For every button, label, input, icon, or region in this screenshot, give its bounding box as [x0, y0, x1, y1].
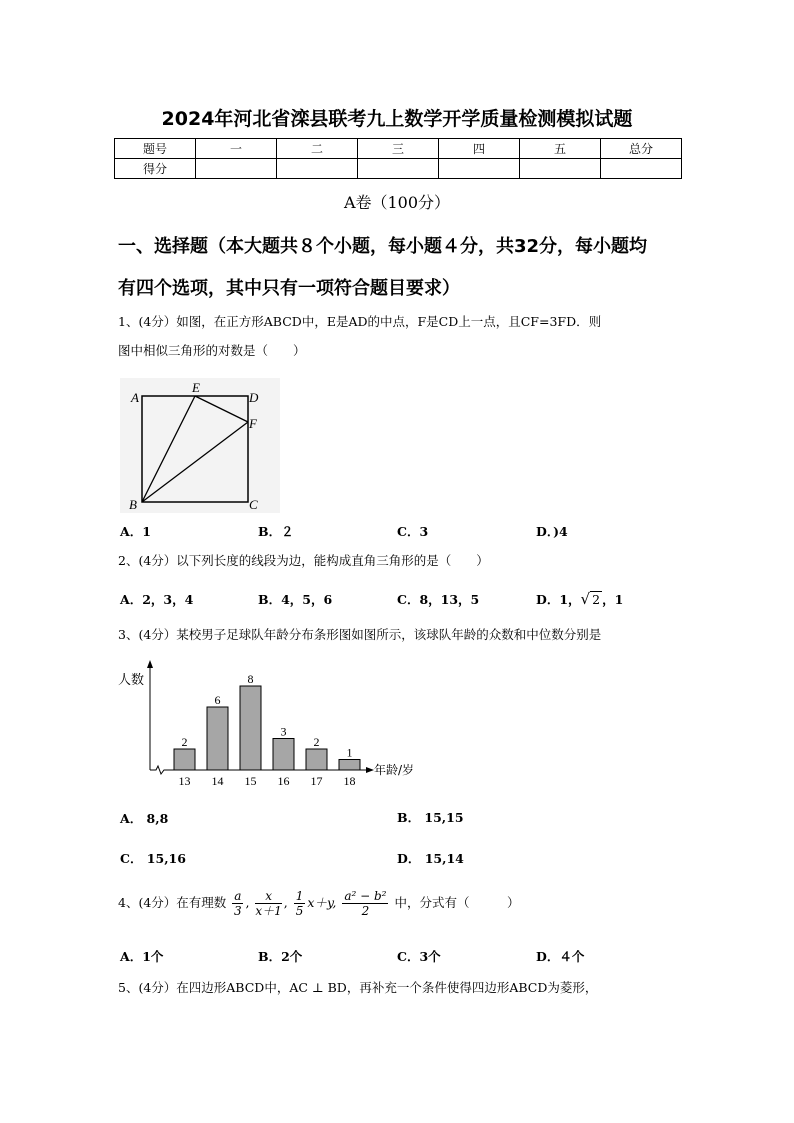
label-b: B [129, 497, 137, 512]
score-table-header-row [115, 139, 682, 159]
table-cell: 题号 [115, 139, 196, 159]
tick-label-13: 13 [178, 774, 191, 788]
q1-option-a[interactable]: A．1 [120, 524, 151, 539]
table-cell: 三 [358, 139, 439, 159]
data-label-17: 2 [313, 735, 320, 749]
q4-suffix: 中，分式有（ ） [394, 895, 520, 910]
q1-text-line1: 1、(4分）如图，在正方形ABCD中，E是AD的中点，F是CD上一点，且CF=3FD．则 [118, 314, 602, 329]
fraction-denominator: 5 [295, 904, 304, 918]
fraction-a-over-3 [232, 889, 243, 918]
score-table [114, 138, 682, 179]
q2-text: 2、(4分）以下列长度的线段为边，能构成直角三角形的是（ ） [118, 553, 489, 568]
data-label-15: 8 [247, 672, 254, 686]
bar-16 [273, 739, 294, 771]
bar-17 [306, 749, 327, 770]
fraction-denominator: 2 [361, 904, 370, 918]
tick-label-17: 17 [310, 774, 323, 788]
table-cell: 四 [439, 139, 520, 159]
q3-option-c[interactable]: C． 15,16 [120, 851, 186, 866]
q3-option-b[interactable]: B． 15,15 [397, 810, 464, 825]
q1-option-b[interactable]: B．２ [258, 524, 294, 539]
table-cell [439, 159, 520, 179]
q4-option-b[interactable]: B．2个 [258, 949, 303, 964]
score-table-score-row [115, 159, 682, 179]
q2-option-d-tail: ，1 [602, 592, 624, 607]
q5-text: 5、(4分）在四边形ABCD中，AC ⊥ BD，再补充一个条件使得四边形ABCD为菱形， [118, 980, 598, 995]
data-label-18: 1 [346, 745, 353, 760]
q2-option-b[interactable]: B．4，5，6 [258, 592, 333, 607]
q1-figure [120, 378, 280, 513]
label-e: E [192, 380, 200, 395]
fraction-denominator: x＋1 [255, 904, 282, 918]
x-axis-arrow-icon [366, 767, 374, 773]
table-cell [520, 159, 601, 179]
q3-option-d[interactable]: D． 15,14 [397, 851, 464, 866]
sqrt-icon: √ [580, 590, 591, 608]
y-axis-label: 人数 [118, 673, 145, 688]
data-label-14: 6 [214, 693, 221, 707]
tick-label-15: 15 [244, 774, 257, 788]
bar-13 [174, 749, 195, 770]
q4-option-a[interactable]: A．1个 [120, 949, 164, 964]
q1-text-line2: 图中相似三角形的对数是（ ） [118, 343, 306, 358]
label-c: C [249, 497, 258, 512]
table-cell [601, 159, 682, 179]
fraction-x-over-x-plus-1 [255, 889, 281, 918]
q3-text: 3、(4分）某校男子足球队年龄分布条形图如图所示，该球队年龄的众数和中位数分别是 [118, 627, 602, 642]
label-d: D [249, 390, 259, 405]
fraction-denominator: 3 [234, 904, 242, 918]
fraction-numerator: 1 [295, 889, 304, 903]
fraction-numerator: a [234, 889, 242, 903]
bar-chart-svg [118, 658, 428, 788]
square-figure-svg [120, 378, 280, 513]
x-axis-label: 年龄/岁 [374, 763, 415, 777]
table-cell: 一 [196, 139, 277, 159]
q4-option-c[interactable]: C．3个 [397, 949, 441, 964]
q2-option-d-label: D．1， [536, 592, 581, 607]
q2-option-a[interactable]: A．2，3，4 [120, 592, 194, 607]
fraction-numerator: x [255, 889, 281, 904]
label-f: F [249, 416, 257, 431]
table-cell [196, 159, 277, 179]
table-cell: 得分 [115, 159, 196, 179]
bar-18 [339, 760, 360, 771]
fraction-1-over-5 [294, 889, 306, 918]
sqrt-radicand: 2 [592, 592, 601, 607]
part1-heading-line2: 有四个选项，其中只有一项符合题目要求） [118, 278, 460, 299]
q1-option-d[interactable]: D．)4 [536, 524, 568, 539]
tick-label-14: 14 [211, 774, 224, 788]
part1-heading-line1: 一、选择题（本大题共８个小题，每小题４分，共32分，每小题均 [118, 236, 648, 257]
tick-label-16: 16 [277, 774, 290, 788]
table-cell [358, 159, 439, 179]
tick-label-18: 18 [343, 774, 356, 788]
fraction-numerator: a² − b² [344, 889, 387, 903]
data-label-13: 2 [181, 735, 188, 749]
q4-expression-tail: x＋y, [307, 895, 337, 910]
table-cell: 二 [277, 139, 358, 159]
y-axis-arrow-icon [147, 660, 153, 668]
table-cell: 五 [520, 139, 601, 159]
label-a: A [131, 390, 139, 405]
table-cell [277, 159, 358, 179]
q4-option-d[interactable]: D．４个 [536, 949, 585, 964]
q3-bar-chart [118, 658, 428, 788]
data-label-16: 3 [280, 724, 287, 739]
q1-option-c[interactable]: C．3 [397, 524, 429, 539]
q4-text: 4、(4分）在有理数 $\frac{a}{3}$ , $\frac{x}{x+1}$ , $\frac{1}{5}$ x＋y, $\frac{\text{a² − b²}}{2}$ 中，分式有（ ） [118, 889, 520, 918]
q2-option-d[interactable] [536, 590, 623, 608]
q4-prefix: 4、(4分）在有理数 [118, 895, 227, 910]
bar-14 [207, 707, 228, 770]
fraction-a2-minus-b2-over-2 [342, 889, 388, 918]
q2-option-c[interactable]: C．8，13，5 [397, 592, 480, 607]
q3-option-a[interactable]: A． 8,8 [120, 811, 169, 826]
table-cell: 总分 [601, 139, 682, 159]
bar-15 [240, 686, 261, 770]
page-title: 2024年河北省滦县联考九上数学开学质量检测模拟试题 [161, 108, 633, 130]
bars-group [174, 672, 360, 788]
section-a-heading: A卷（100分） [343, 193, 451, 212]
